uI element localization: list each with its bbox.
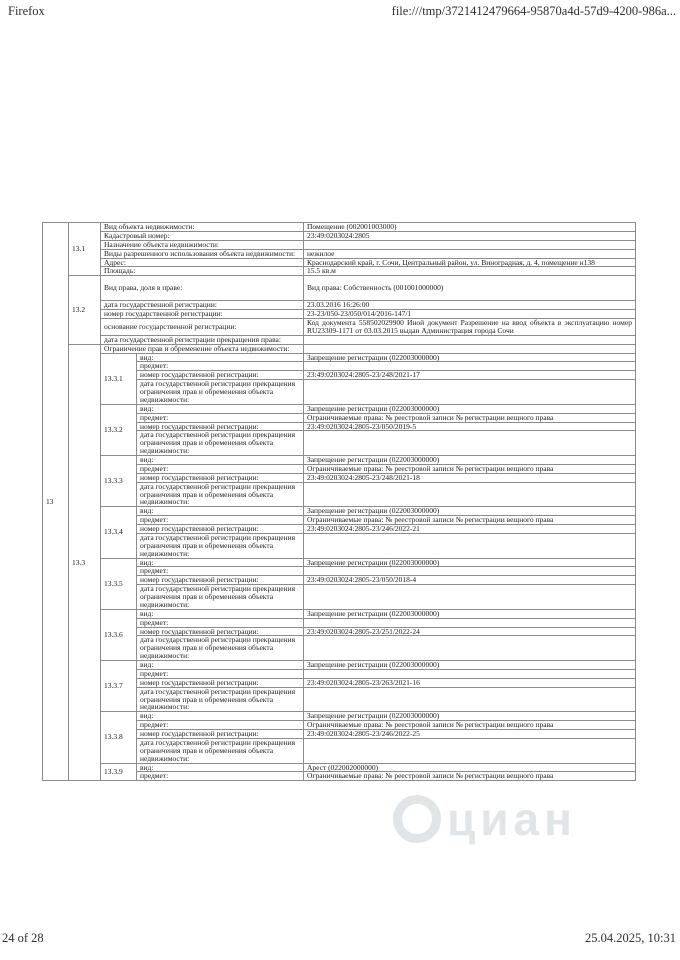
field-label-cell: дата государственной регистрации прекращения ограничения прав и обременения объекта недвижимости: [137,636,304,661]
field-value-cell: 23:49:0203024:2805 [304,231,636,240]
field-value-cell [304,240,636,249]
field-value-cell [304,618,636,627]
field-value-cell: 23:49:0203024:2805-23/263/2021-16 [304,678,636,687]
field-label-cell: Вид права, доля в праве: [101,276,304,301]
document-url: file:///tmp/3721412479664-95870a4d-57d9-4200-986a... [391,4,676,18]
section-header-label-cell: Ограничение прав и обременение объекта недвижимости: [101,344,304,353]
field-label-cell: вид: [137,763,304,772]
field-value-cell: 23:49:0203024:2805-23/251/2022-24 [304,627,636,636]
field-value-cell: Ограничиваемые права: № реестровой записи № регистрации вещного права [304,772,636,781]
field-value-cell: 23:49:0203024:2805-23/246/2022-21 [304,525,636,534]
field-label-cell: вид: [137,404,304,413]
field-label-cell: номер государственной регистрации: [137,576,304,585]
field-value-cell: Код документа 558502029900 Иной документ Разрешение на ввод объекта в эксплуатацию номер RU23309-1171 от 03.03.2015 выдан Администрация города Сочи [304,319,636,336]
field-label-cell: номер государственной регистрации: [137,678,304,687]
table-row [43,661,636,670]
field-label-cell: дата государственной регистрации прекращения ограничения прав и обременения объекта недвижимости: [137,533,304,558]
field-value-cell: 23-23/050-23/050/014/2016-147/1 [304,310,636,319]
field-value-cell: Запрещение регистрации (022003000000) [304,712,636,721]
subsection-number-cell: 13.3.2 [101,404,137,455]
field-label-cell: Назначение объекта недвижимости: [101,240,304,249]
field-label-cell: вид: [137,456,304,465]
subsection-number-cell: 13.3.7 [101,661,137,712]
subsection-number-cell: 13.3.8 [101,712,137,763]
field-value-cell: 23:49:0203024:2805-23/248/2021-17 [304,371,636,380]
field-value-cell [304,335,636,344]
table-row [43,231,636,240]
field-value-cell: Запрещение регистрации (022003000000) [304,456,636,465]
field-value-cell [304,585,636,610]
field-label-cell: дата государственной регистрации прекращения ограничения прав и обременения объекта недвижимости: [137,380,304,405]
field-label-cell: вид: [137,712,304,721]
field-value-cell: нежилое [304,249,636,258]
field-label-cell: предмет: [137,772,304,781]
field-label-cell: номер государственной регистрации: [137,525,304,534]
field-label-cell: вид: [137,353,304,362]
table-row [43,240,636,249]
table-row [43,319,636,336]
subsection-number-cell: 13.3.4 [101,507,137,558]
field-label-cell: основание государственной регистрации: [101,319,304,336]
print-datetime: 25.04.2025, 10:31 [585,931,676,945]
field-value-cell: Ограничиваемые права: № реестровой записи № регистрации вещного права [304,721,636,730]
section-number-cell: 13.2 [69,276,101,344]
field-label-cell: номер государственной регистрации: [101,310,304,319]
field-label-cell: дата государственной регистрации прекращения ограничения прав и обременения объекта недвижимости: [137,431,304,456]
table-row [43,344,636,353]
table-row [43,558,636,567]
field-label-cell: предмет: [137,618,304,627]
field-label-cell: номер государственной регистрации: [137,473,304,482]
field-label-cell: номер государственной регистрации: [137,371,304,380]
field-label-cell: вид: [137,558,304,567]
field-value-cell: 15.5 кв.м [304,267,636,276]
page-indicator: 24 of 28 [2,931,44,945]
field-label-cell: дата государственной регистрации прекращения ограничения прав и обременения объекта недвижимости: [137,482,304,507]
field-value-cell: Запрещение регистрации (022003000000) [304,558,636,567]
table-row [43,335,636,344]
field-value-cell [304,482,636,507]
field-value-cell: 23:49:0203024:2805-23/050/2019-5 [304,422,636,431]
row-number-cell: 13 [43,223,69,781]
field-label-cell: Виды разрешенного использования объекта недвижимости: [101,249,304,258]
field-value-cell [304,687,636,712]
field-label-cell: дата государственной регистрации прекращения ограничения прав и обременения объекта недвижимости: [137,585,304,610]
field-label-cell: вид: [137,507,304,516]
subsection-number-cell: 13.3.3 [101,456,137,507]
field-label-cell: Кадастровый номер: [101,231,304,240]
field-label-cell: вид: [137,609,304,618]
field-value-cell [304,380,636,405]
document-table-body [43,223,636,781]
table-row [43,267,636,276]
field-value-cell: Запрещение регистрации (022003000000) [304,507,636,516]
field-value-cell [304,669,636,678]
field-value-cell: 23.03.2016 16:26:00 [304,301,636,310]
field-label-cell: дата государственной регистрации прекращения ограничения прав и обременения объекта недвижимости: [137,687,304,712]
field-value-cell [304,636,636,661]
table-row [43,353,636,362]
table-row [43,276,636,301]
field-label-cell: Площадь: [101,267,304,276]
field-value-cell: Запрещение регистрации (022003000000) [304,404,636,413]
field-value-cell: Ограничиваемые права: № реестровой записи № регистрации вещного права [304,413,636,422]
field-value-cell: Краснодарский край, г. Сочи, Центральный район, ул. Виноградная, д. 4, помещение н138 [304,258,636,267]
section-number-cell: 13.3 [69,344,101,781]
watermark-ring-icon [393,795,441,843]
subsection-number-cell: 13.3.9 [101,763,137,781]
subsection-number-cell: 13.3.6 [101,609,137,660]
field-value-cell: Запрещение регистрации (022003000000) [304,661,636,670]
section-number-cell: 13.1 [69,223,101,276]
field-label-cell: номер государственной регистрации: [137,730,304,739]
field-label-cell: предмет: [137,516,304,525]
field-value-cell: Помещение (002001003000) [304,223,636,232]
field-label-cell: предмет: [137,567,304,576]
field-value-cell: Запрещение регистрации (022003000000) [304,609,636,618]
field-value-cell [304,431,636,456]
field-label-cell: предмет: [137,721,304,730]
field-value-cell: Арест (022002000000) [304,763,636,772]
field-label-cell: номер государственной регистрации: [137,627,304,636]
subsection-number-cell: 13.3.5 [101,558,137,609]
field-label-cell: дата государственной регистрации прекращения права: [101,335,304,344]
field-value-cell: 23:49:0203024:2805-23/246/2022-25 [304,730,636,739]
field-label-cell: номер государственной регистрации: [137,422,304,431]
table-row [43,249,636,258]
field-value-cell: Ограничиваемые права: № реестровой записи № регистрации вещного права [304,464,636,473]
field-label-cell: Адрес: [101,258,304,267]
field-value-cell: Ограничиваемые права: № реестровой записи № регистрации вещного права [304,516,636,525]
field-value-cell: Запрещение регистрации (022003000000) [304,353,636,362]
app-title: Firefox [8,4,45,18]
field-label-cell: Вид объекта недвижимости: [101,223,304,232]
subsection-number-cell: 13.3.1 [101,353,137,404]
field-label-cell: дата государственной регистрации: [101,301,304,310]
table-row [43,404,636,413]
field-value-cell [304,738,636,763]
field-label-cell: предмет: [137,413,304,422]
field-label-cell: вид: [137,661,304,670]
field-value-cell: Вид права: Собственность (001001000000) [304,276,636,301]
cian-watermark [393,791,640,847]
field-label-cell: предмет: [137,669,304,678]
field-label-cell: предмет: [137,464,304,473]
field-value-cell: 23:49:0203024:2805-23/050/2018-4 [304,576,636,585]
field-value-cell [304,533,636,558]
field-value-cell [304,344,636,353]
field-label-cell: предмет: [137,362,304,371]
field-label-cell: дата государственной регистрации прекращения ограничения прав и обременения объекта недвижимости: [137,738,304,763]
watermark-text: циан [447,793,577,845]
field-value-cell: 23:49:0203024:2805-23/248/2021-18 [304,473,636,482]
table-row [43,609,636,618]
egrn-document-table [42,222,636,781]
